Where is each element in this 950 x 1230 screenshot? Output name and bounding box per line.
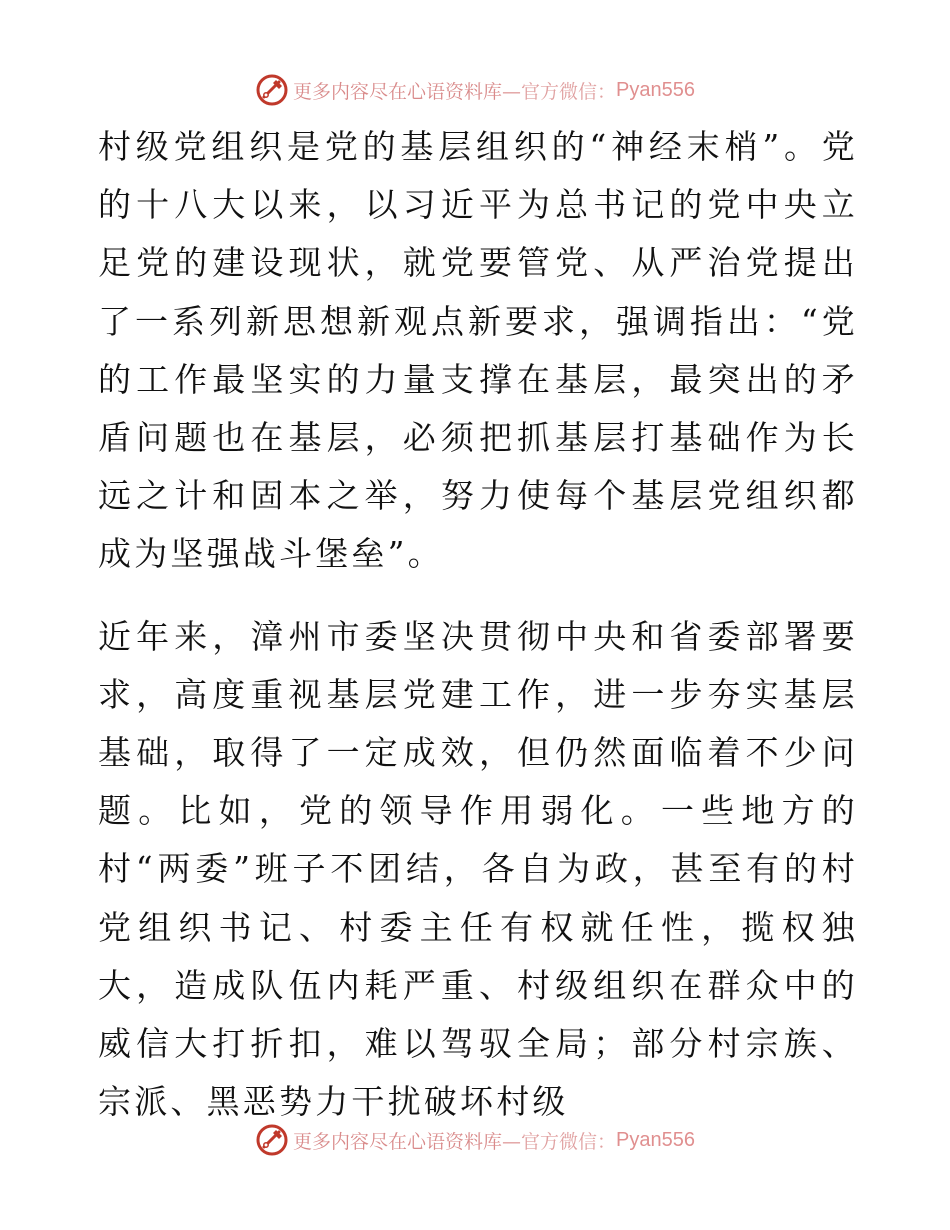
paragraph: 村级党组织是党的基层组织的“神经末梢”。党的十八大以来，以习近平为总书记的党中央立足党的建设现状，就党要管党、从严治党提出了一系列新思想新观点新要求，强调指出：“党的工作最坚实的力量支撑在基层，最突出的矛盾问题也在基层，必须把抓基层打基础作为长远之计和固本之举，努力使每个基层党组织都成为坚强战斗堡垒”。 — [98, 127, 858, 574]
banner-sub-text: —官方微信： — [502, 80, 617, 103]
footer-banner — [0, 1122, 950, 1158]
brand-logo-icon — [255, 1123, 289, 1157]
document-body — [98, 118, 858, 1131]
header-banner — [0, 72, 950, 108]
banner-main-text: 更多内容尽在心语资料库 — [293, 80, 503, 103]
banner-handle-text: Pyan556 — [616, 78, 695, 101]
paragraph: 近年来，漳州市委坚决贯彻中央和省委部署要求，高度重视基层党建工作，进一步夯实基层基础，取得了一定成效，但仍然面临着不少问题。比如，党的领导作用弱化。一些地方的村“两委”班子不团结，各自为政，甚至有的村党组织书记、村委主任有权就任性，揽权独大，造成队伍内耗严重、村级组织在群众中的威信大打折扣，难以驾驭全局；部分村宗族、宗派、黑恶势力干扰破坏村级 — [98, 616, 858, 1122]
banner-handle-text: Pyan556 — [616, 1128, 695, 1151]
banner-main-text: 更多内容尽在心语资料库 — [293, 1130, 503, 1153]
brand-logo-icon — [255, 73, 289, 107]
banner-sub-text: —官方微信： — [502, 1130, 617, 1153]
